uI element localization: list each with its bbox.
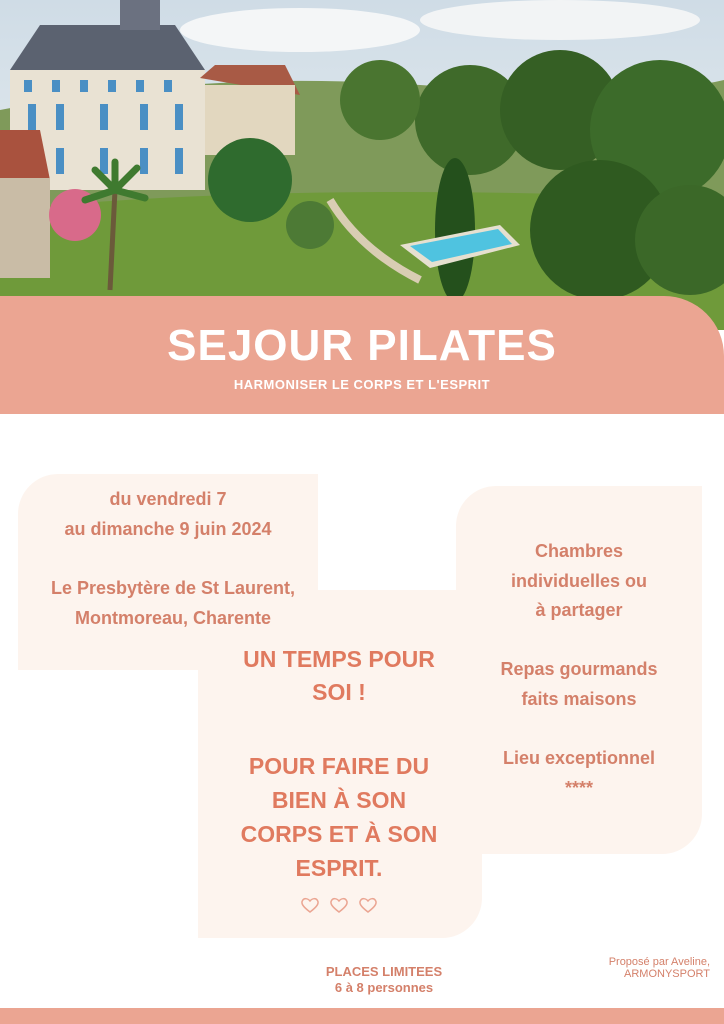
purpose-line: BIEN À SON	[271, 787, 407, 813]
places-limited	[284, 964, 484, 996]
date-line: au dimanche 9 juin 2024	[64, 519, 272, 539]
page-title: SEJOUR PILATES	[167, 321, 557, 370]
hearts-decoration	[300, 896, 378, 914]
feature-meals	[470, 655, 688, 714]
feature-line: individuelles ou	[510, 570, 648, 591]
tagline-line: SOI !	[312, 679, 366, 705]
feature-line: Lieu exceptionnel	[502, 748, 656, 768]
event-dates	[18, 484, 318, 544]
feature-line: à partager	[535, 600, 623, 620]
organizer-credit	[540, 956, 710, 980]
credit-line: Proposé par Aveline,	[608, 956, 710, 968]
header-photo	[0, 0, 724, 330]
tagline-line: UN TEMPS POUR	[243, 646, 435, 672]
date-line: du vendredi 7	[109, 489, 227, 509]
purpose-line: CORPS ET À SON	[240, 821, 438, 847]
feature-line: Repas gourmands	[500, 659, 658, 679]
feature-line: Chambres	[534, 541, 624, 561]
purpose-text	[206, 749, 472, 885]
credit-line: ARMONYSPORT	[624, 968, 710, 980]
feature-venue	[470, 744, 688, 803]
location-line: Le Presbytère de St Laurent,	[50, 578, 296, 598]
feature-rooms	[470, 537, 688, 626]
tagline	[206, 643, 472, 709]
feature-line: ****	[564, 777, 594, 798]
heart-icon	[329, 896, 349, 914]
places-count: 6 à 8 personnes	[334, 980, 434, 995]
location-line: Montmoreau, Charente	[74, 608, 272, 628]
heart-icon	[300, 896, 320, 914]
feature-line: faits maisons	[521, 688, 637, 709]
purpose-line: POUR FAIRE DU	[248, 753, 430, 779]
heart-icon	[358, 896, 378, 914]
footer-bar	[0, 1008, 724, 1024]
places-title: PLACES LIMITEES	[325, 964, 443, 979]
purpose-line: ESPRIT.	[295, 855, 383, 881]
event-location	[18, 573, 328, 633]
page-subtitle: HARMONISER LE CORPS ET L'ESPRIT	[233, 377, 491, 392]
